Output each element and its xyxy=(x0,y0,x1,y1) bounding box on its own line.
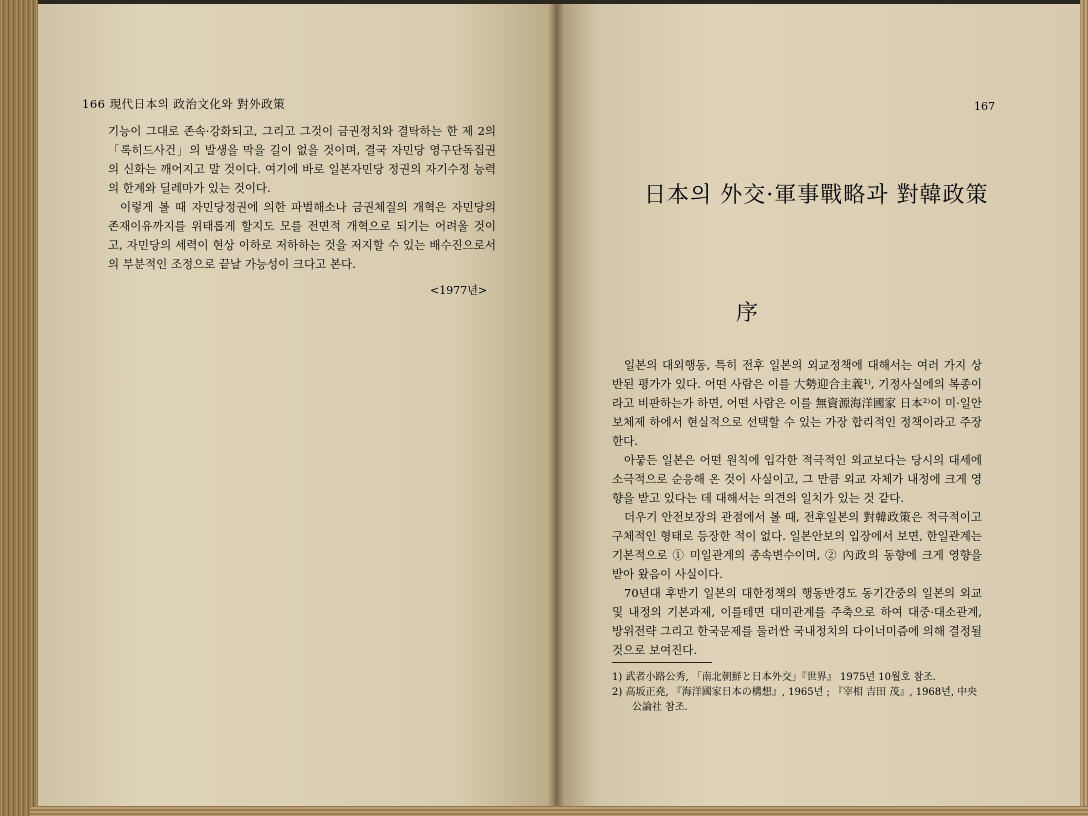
left-paragraph-2: 이렇게 볼 때 자민당정권에 의한 파벌해소나 금권체질의 개혁은 자민당의 존재이유까지를 위태롭게 할지도 모를 전면적 개혁으로 되기는 어려울 것이고, 자민당의 세력이 현상 이하로 저하하는 것을 저지할 수 있는 배수진으로서의 부분적인 조정으로 끝날 가능성이 크다고 본다. xyxy=(108,200,496,271)
page-number: 167 xyxy=(974,100,995,113)
page-edges-bottom xyxy=(30,806,1088,816)
section-heading: 序 xyxy=(736,301,759,326)
right-paragraph-3: 더우기 안전보장의 관점에서 볼 때, 전후일본의 對韓政策은 적극적이고 구체적인 형태로 등장한 적이 없다. 일본안보의 입장에서 보면, 한일관계는 기본적으로 ① 미일관계의 종속변수이며, ② 內政의 동향에 크게 영향을 받아 왔음이 사실이다. xyxy=(612,510,982,581)
left-body-text xyxy=(108,122,496,274)
footnote-rule xyxy=(612,662,712,663)
footnote-1: 1) 武者小路公秀, 「南北朝鮮と日本外交」『世界』 1975년 10월호 참조. xyxy=(612,672,936,683)
book-gutter xyxy=(548,0,564,816)
right-paragraph-1: 일본의 대외행동, 특히 전후 일본의 외교정책에 대해서는 여러 가지 상반된 평가가 있다. 어떤 사람은 이를 大勢迎合主義¹⁾, 기정사실에의 복종이라고 비판하는가 하면, 어떤 사람은 이를 無資源海洋國家 日本²⁾이 미·일안보체제 하에서 현실적으로 선택할 수 있는 가장 합리적인 정책이라고 주장한다. xyxy=(612,358,982,448)
chapter-title: 日本의 外交·軍事戰略과 對韓政策 xyxy=(644,183,989,208)
footnote-2: 2) 高坂正堯, 『海洋國家日本の構想』, 1965년 ; 『宰相 吉田 茂』, 1968년, 中央公論社 참조. xyxy=(612,687,978,713)
date-mark: <1977년> xyxy=(430,284,488,297)
right-paragraph-2: 아뭏든 일본은 어떤 원칙에 입각한 적극적인 외교보다는 당시의 대세에 소극적으로 순응해 온 것이 사실이고, 그 만큼 외교 자체가 내정에 크게 영향을 받고 있다는 데 대해서는 의견의 일치가 있는 것 같다. xyxy=(612,453,982,505)
left-paragraph-1: 기능이 그대로 존속·강화되고, 그리고 그것이 금권정치와 결탁하는 한 제 2의 「록히드사건」의 발생을 막을 길이 없을 것이며, 결국 자민당 영구단독집권의 신화는 깨어지고 말 것이다. 여기에 바로 일본자민당 정권의 자기수정 능력의 한계와 딜레마가 있는 것이다. xyxy=(108,124,496,195)
right-body-text xyxy=(612,356,982,660)
page-edges-right xyxy=(1080,0,1088,816)
right-paragraph-4: 70년대 후반기 일본의 대한정책의 행동반경도 동기간중의 일본의 외교 및 내정의 기본과제, 이를테면 대미관계를 주축으로 하여 대중·대소관계, 방위전략 그리고 한국문제를 둘러싼 국내정치의 다이너미즘에 의해 결정될 것으로 보여진다. xyxy=(612,586,982,657)
footnotes xyxy=(612,670,987,715)
page-edges-left xyxy=(0,0,38,816)
running-head: 166 現代日本의 政治文化와 對外政策 xyxy=(82,97,286,111)
